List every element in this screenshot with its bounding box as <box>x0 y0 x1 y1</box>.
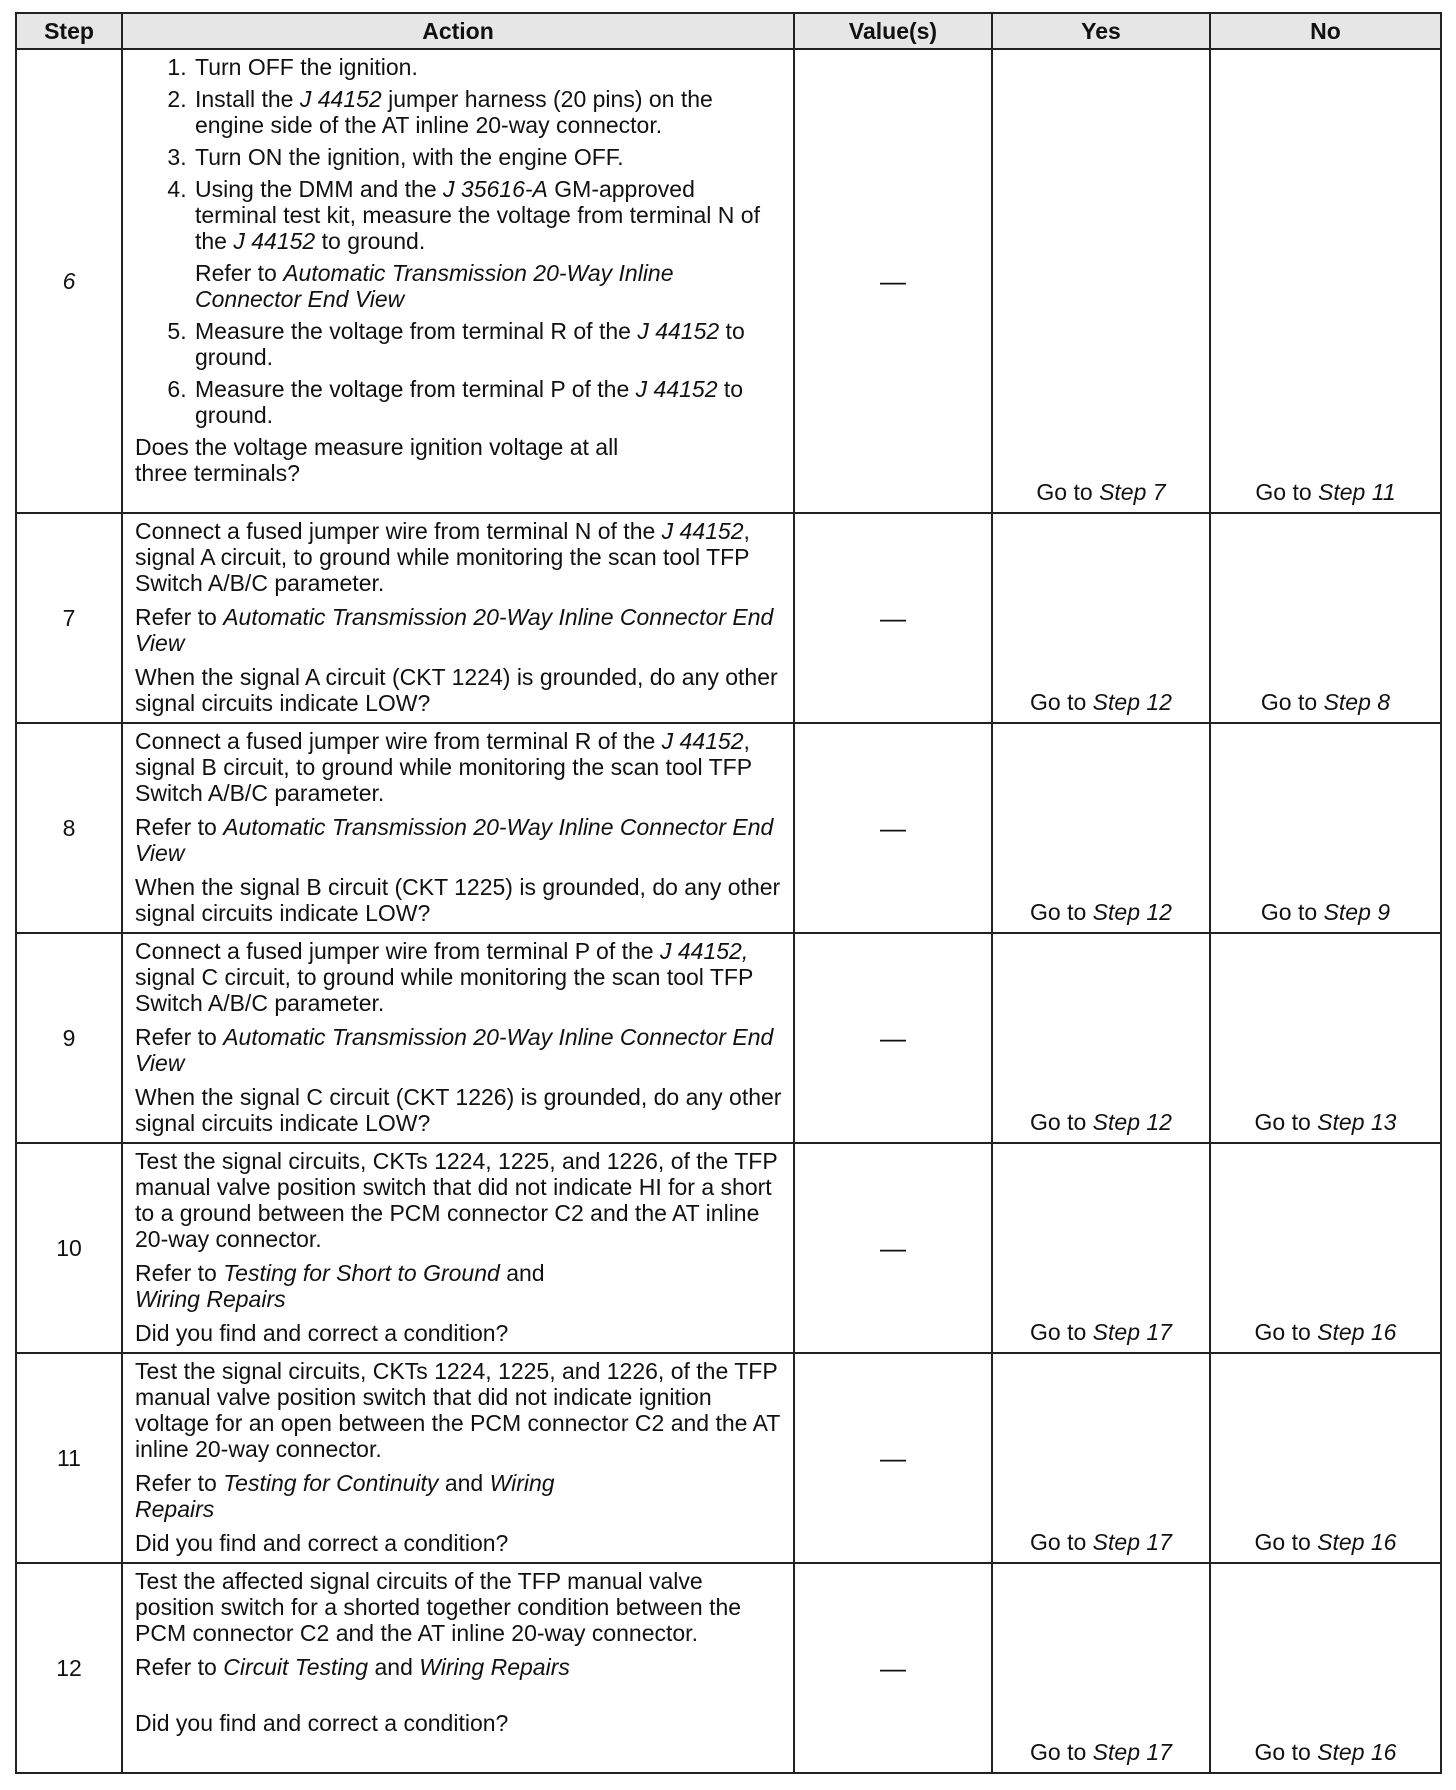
value-cell: — <box>794 513 992 723</box>
no-cell: Go to Step 13 <box>1210 933 1441 1143</box>
diagnostic-table <box>15 12 1442 1774</box>
yes-cell: Go to Step 7 <box>992 49 1210 513</box>
question: Did you find and correct a condition? <box>135 1320 509 1346</box>
yes-cell: Go to Step 17 <box>992 1143 1210 1353</box>
instruction: Connect a fused jumper wire from terminal N of the J 44152, signal A circuit, to ground while monitoring the scan tool TFP Switch A/B/C parameter. <box>135 518 750 596</box>
yes-step-link[interactable]: Step 17 <box>1092 1739 1172 1765</box>
table-row-step-11 <box>16 1353 1441 1563</box>
yes-step-link[interactable]: Step 12 <box>1092 689 1172 715</box>
step-number: 11 <box>16 1353 122 1563</box>
table-row-step-9 <box>16 933 1441 1143</box>
action-cell <box>122 49 794 513</box>
refer-note: Refer to Circuit Testing and Wiring Repairs <box>135 1654 570 1680</box>
yes-cell: Go to Step 17 <box>992 1353 1210 1563</box>
action-cell <box>122 723 794 933</box>
refer-note: Refer to Automatic Transmission 20-Way Inline Connector End View <box>135 1024 774 1076</box>
value-cell: — <box>794 1563 992 1773</box>
step-number: 7 <box>16 513 122 723</box>
list-item: 6. Measure the voltage from terminal P of the J 44152 to ground. <box>193 376 783 428</box>
table-row-step-7 <box>16 513 1441 723</box>
table-row-step-10 <box>16 1143 1441 1353</box>
no-step-link[interactable]: Step 16 <box>1317 1319 1397 1345</box>
action-cell <box>122 933 794 1143</box>
no-step-link[interactable]: Step 13 <box>1317 1109 1397 1135</box>
table-row-step-12 <box>16 1563 1441 1773</box>
action-cell <box>122 513 794 723</box>
refer-note: Refer to Testing for Short to Ground and Wiring Repairs <box>135 1260 545 1312</box>
action-cell <box>122 1143 794 1353</box>
question: Does the voltage measure ignition voltage at all three terminals? <box>135 434 619 486</box>
header-yes: Yes <box>992 13 1210 49</box>
action-cell <box>122 1353 794 1563</box>
question: When the signal C circuit (CKT 1226) is grounded, do any other signal circuits indicate LOW? <box>135 1084 782 1136</box>
no-cell: Go to Step 11 <box>1210 49 1441 513</box>
no-step-link[interactable]: Step 9 <box>1323 899 1391 925</box>
value-cell: — <box>794 1143 992 1353</box>
action-cell <box>122 1563 794 1773</box>
yes-cell: Go to Step 12 <box>992 513 1210 723</box>
instruction: Connect a fused jumper wire from terminal R of the J 44152, signal B circuit, to ground while monitoring the scan tool TFP Switch A/B/C parameter. <box>135 728 752 806</box>
yes-step-link[interactable]: Step 12 <box>1092 899 1172 925</box>
value-cell: — <box>794 1353 992 1563</box>
question: When the signal B circuit (CKT 1225) is grounded, do any other signal circuits indicate LOW? <box>135 874 781 926</box>
refer-note: Refer to Testing for Continuity and Wiring Repairs <box>135 1470 555 1522</box>
no-cell: Go to Step 8 <box>1210 513 1441 723</box>
list-item: 3. Turn ON the ignition, with the engine OFF. <box>193 144 783 170</box>
step-number: 9 <box>16 933 122 1143</box>
yes-cell: Go to Step 17 <box>992 1563 1210 1773</box>
step-number: 8 <box>16 723 122 933</box>
yes-cell: Go to Step 12 <box>992 933 1210 1143</box>
refer-note: Refer to Automatic Transmission 20-Way Inline Connector End View <box>135 604 774 656</box>
yes-step-link[interactable]: Step 12 <box>1092 1109 1172 1135</box>
step-number: 6 <box>16 49 122 513</box>
yes-step-link[interactable]: Step 7 <box>1099 479 1166 505</box>
no-step-link[interactable]: Step 16 <box>1317 1529 1397 1555</box>
header-no: No <box>1210 13 1441 49</box>
value-cell: — <box>794 723 992 933</box>
yes-step-link[interactable]: Step 17 <box>1092 1319 1172 1345</box>
action-list <box>135 54 783 428</box>
diagnostic-table-page <box>15 12 1440 1782</box>
yes-cell: Go to Step 12 <box>992 723 1210 933</box>
list-item: 1. Turn OFF the ignition. <box>193 54 783 80</box>
header-step: Step <box>16 13 122 49</box>
no-cell: Go to Step 16 <box>1210 1563 1441 1773</box>
value-cell: — <box>794 49 992 513</box>
header-action: Action <box>122 13 794 49</box>
header-row <box>16 13 1441 49</box>
no-step-link[interactable]: Step 11 <box>1318 479 1396 505</box>
no-step-link[interactable]: Step 8 <box>1323 689 1391 715</box>
list-item: 5. Measure the voltage from terminal R of the J 44152 to ground. <box>193 318 783 370</box>
value-cell: — <box>794 933 992 1143</box>
question: When the signal A circuit (CKT 1224) is grounded, do any other signal circuits indicate LOW? <box>135 664 778 716</box>
list-item: 4. Using the DMM and the J 35616-A GM-approved terminal test kit, measure the voltage from terminal N of the J 44152 to ground. Refer to Automatic Transmission 20-Way Inline Connector End View <box>193 176 783 312</box>
yes-step-link[interactable]: Step 17 <box>1092 1529 1172 1555</box>
no-step-link[interactable]: Step 16 <box>1317 1739 1397 1765</box>
no-cell: Go to Step 16 <box>1210 1353 1441 1563</box>
step-number: 12 <box>16 1563 122 1773</box>
instruction: Test the affected signal circuits of the TFP manual valve position switch for a shorted together condition between the PCM connector C2 and the AT inline 20-way connector. <box>135 1568 742 1646</box>
instruction: Connect a fused jumper wire from terminal P of the J 44152, signal C circuit, to ground while monitoring the scan tool TFP Switch A/B/C parameter. <box>135 938 753 1016</box>
list-item: 2. Install the J 44152 jumper harness (20 pins) on the engine side of the AT inline 20-way connector. <box>193 86 783 138</box>
no-cell: Go to Step 16 <box>1210 1143 1441 1353</box>
no-cell: Go to Step 9 <box>1210 723 1441 933</box>
table-row-step-8 <box>16 723 1441 933</box>
instruction: Test the signal circuits, CKTs 1224, 1225, and 1226, of the TFP manual valve position switch that did not indicate ignition voltage for an open between the PCM connector C2 and the AT inline 20-way connector. <box>135 1358 780 1462</box>
table-row-step-6 <box>16 49 1441 513</box>
refer-note: Refer to Automatic Transmission 20-Way Inline Connector End View <box>195 260 674 312</box>
header-values: Value(s) <box>794 13 992 49</box>
question: Did you find and correct a condition? <box>135 1710 509 1736</box>
refer-note: Refer to Automatic Transmission 20-Way Inline Connector End View <box>135 814 774 866</box>
step-number: 10 <box>16 1143 122 1353</box>
instruction: Test the signal circuits, CKTs 1224, 1225, and 1226, of the TFP manual valve position switch that did not indicate HI for a short to a ground between the PCM connector C2 and the AT inline 20-way connector. <box>135 1148 778 1252</box>
question: Did you find and correct a condition? <box>135 1530 509 1556</box>
